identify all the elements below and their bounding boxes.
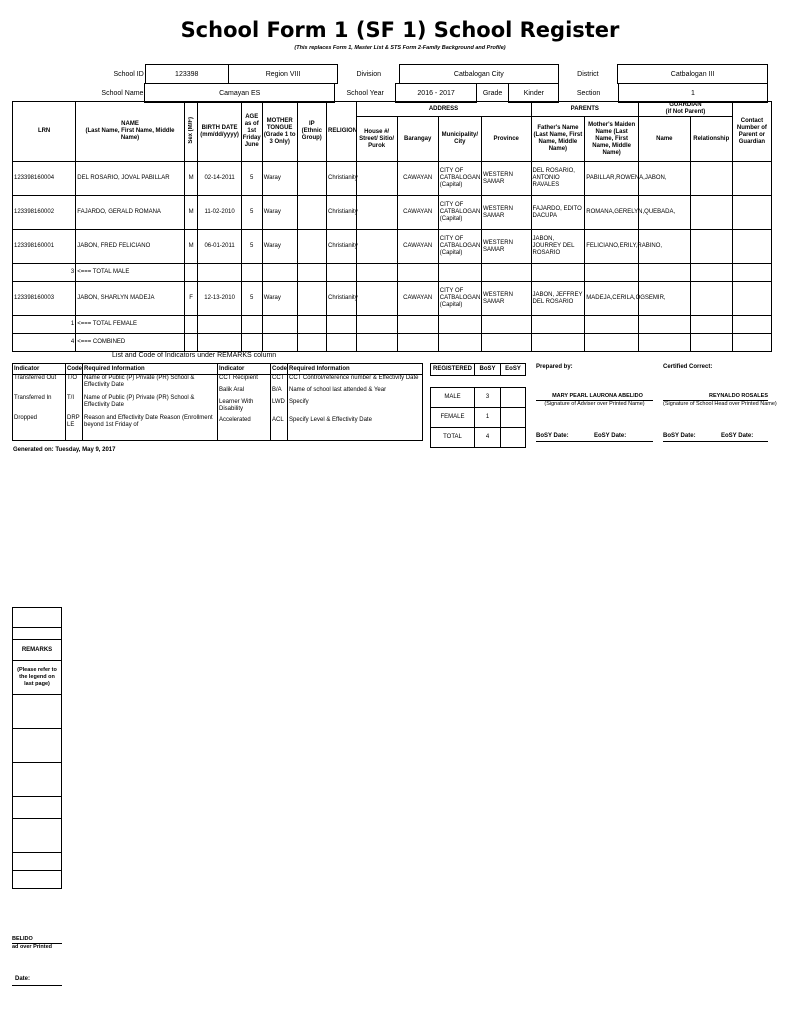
head-name: REYNALDO ROSALES: [709, 393, 768, 399]
adviser-eosy-date: EoSY Date:: [594, 433, 627, 439]
school-info-2: [12, 83, 768, 103]
district-label: District: [577, 70, 599, 78]
total-male-row: 3 <=== TOTAL MALE: [13, 264, 772, 282]
generated-date: Generated on: Tuesday, May 9, 2017: [13, 447, 116, 453]
division-value: Catbalogan City: [400, 65, 558, 84]
legend-title: List and Code of Indicators under REMARKS column: [112, 352, 277, 359]
school-year-value: 2016 - 2017: [396, 84, 476, 103]
remarks-title: REMARKS: [13, 640, 62, 661]
col-religion: RELIGION: [327, 102, 357, 162]
footer-caption-fragment: ad over Printed: [12, 944, 53, 950]
page-subtitle: (This replaces Form 1, Master List & STS Form 2-Family Background and Profile): [294, 45, 506, 51]
table-row: 123398160004 DEL ROSARIO, JOVAL PABILLAR M 02-14-2011 5 Waray Christianity CAWAYAN CITY OF CATBALOGAN (Capital) WESTERN SAMAR DEL ROSARIO, ANTONIO RAVALES PABILLAR,ROWENA,JABON,: [13, 162, 772, 196]
remarks-table-wrap: [12, 607, 62, 889]
col-name: NAME (Last Name, First Name, Middle Name): [76, 102, 185, 162]
page-title: School Form 1 (SF 1) School Register: [180, 18, 620, 42]
adviser-date-line: [536, 441, 653, 442]
col-age: AGE as of 1st Friday June: [241, 102, 262, 162]
head-caption: (Signature of School Head over Printed Name): [663, 401, 777, 407]
col-guardian-relationship: Relationship: [690, 117, 732, 162]
certified-correct-label: Certified Correct:: [663, 364, 713, 370]
col-municipality: Municipality/ City: [438, 117, 481, 162]
summary-table-wrap: [430, 363, 526, 448]
prepared-by-label: Prepared by:: [536, 364, 573, 370]
district-value: Catbalogan III: [618, 65, 768, 84]
col-father: Father's Name (Last Name, First Name, Middle Name): [531, 117, 585, 162]
total-female-row: 1 <=== TOTAL FEMALE: [13, 316, 772, 334]
col-guardian-name: Name: [639, 117, 691, 162]
school-id-value: 123398: [145, 65, 228, 84]
col-ip: IP (Ethnic Group): [297, 102, 327, 162]
table-row: 123398160002 FAJARDO, GERALD ROMANA M 11-02-2010 5 Waray Christianity CAWAYAN CITY OF CATBALOGAN (Capital) WESTERN SAMAR FAJARDO, EDITO DACUPA ROMANA,GERELYN,QUEBADA,: [13, 196, 772, 230]
school-year-label: School Year: [346, 89, 384, 97]
head-date-line: [663, 441, 768, 442]
summary-total-row: TOTAL 4: [431, 428, 526, 448]
summary-female-row: FEMALE 1: [431, 408, 526, 428]
school-name-label: School Name: [101, 89, 144, 97]
school-id-label: School ID: [113, 70, 144, 78]
col-guardian: GUARDIAN (if Not Parent): [639, 102, 733, 117]
adviser-caption: (Signature of Adviser over Printed Name): [544, 401, 645, 407]
section-label: Section: [576, 89, 601, 97]
col-tongue: MOTHER TONGUE (Grade 1 to 3 Only): [262, 102, 297, 162]
col-barangay: Barangay: [397, 117, 438, 162]
grade-value: Kinder: [509, 84, 559, 103]
table-row: 123398160003 JABON, SHARLYN MADEJA F 12-13-2010 5 Waray Christianity CAWAYAN CITY OF CATBALOGAN (Capital) WESTERN SAMAR JABON, JEFFREY DEL ROSARIO MADEJA,CERILA,OGSEMIR,: [13, 282, 772, 316]
adviser-name: MARY PEARL LAURONA ABELIDO: [552, 393, 643, 399]
col-house: House #/ Street/ Sitio/ Purok: [356, 117, 397, 162]
school-info: [12, 64, 768, 84]
remarks-table: [12, 607, 62, 889]
col-address: ADDRESS: [356, 102, 531, 117]
summary-male-row: MALE 3: [431, 388, 526, 408]
summary-table: REGISTERED BoSY EoSY MALE 3 FEMALE 1 TOTAL 4: [430, 363, 526, 448]
section-value: 1: [618, 84, 767, 103]
division-label: Division: [356, 70, 382, 78]
register-table-wrap: [12, 101, 768, 352]
remarks-note: (Please refer to the legend on last page): [13, 661, 62, 695]
col-contact: Contact Number of Parent or Guardian: [732, 102, 771, 162]
region-value: Region VIII: [228, 65, 338, 84]
footer-date-fragment: Date:: [15, 976, 31, 982]
register-table: [12, 101, 772, 352]
footer-name-fragment: BELIDO: [12, 936, 33, 942]
table-row: 123398160001 JABON, FRED FELICIANO M 06-01-2011 5 Waray Christianity CAWAYAN CITY OF CATBALOGAN (Capital) WESTERN SAMAR JABON, JOURREY DEL ROSARIO FELICIANO,ERILY,RABINO,: [13, 230, 772, 264]
legend-table: Indicator Code Required Information Indicator Code Required Information Transferred Out Transferred In Dropped T/O T/I DRP LE Name of Public (P) Private (PR) School & Effectivity Date Name of Public (P) Private (PR) School & Effectivity Date Reason and Effectivity Date Reason (Enrollment beyond 1st Friday of CCT Recipient Balik Aral Learner With Disability Accelerated CCT B/A LWD ACL CCT Control/reference number & Effectivity Date Name of school last attended & Year Specify Specify Level & Effectivity Date: [12, 363, 423, 441]
total-combined-row: 4 <=== COMBINED: [13, 334, 772, 352]
grade-label: Grade: [482, 89, 503, 97]
col-mother: Mother's Maiden Name (Last Name, First Name, Middle Name): [585, 117, 639, 162]
legend-table-wrap: [12, 363, 423, 441]
col-sex: Sex (M/F): [184, 102, 198, 162]
footer-date-line: [12, 985, 62, 986]
col-province: Province: [481, 117, 531, 162]
head-eosy-date: EoSY Date:: [721, 433, 754, 439]
school-name-value: Camayan ES: [145, 84, 334, 103]
col-birth: BIRTH DATE (mm/dd/yyyy): [198, 102, 241, 162]
col-lrn: LRN: [13, 102, 76, 162]
adviser-bosy-date: BoSY Date:: [536, 433, 569, 439]
col-parents: PARENTS: [531, 102, 639, 117]
head-bosy-date: BoSY Date:: [663, 433, 696, 439]
